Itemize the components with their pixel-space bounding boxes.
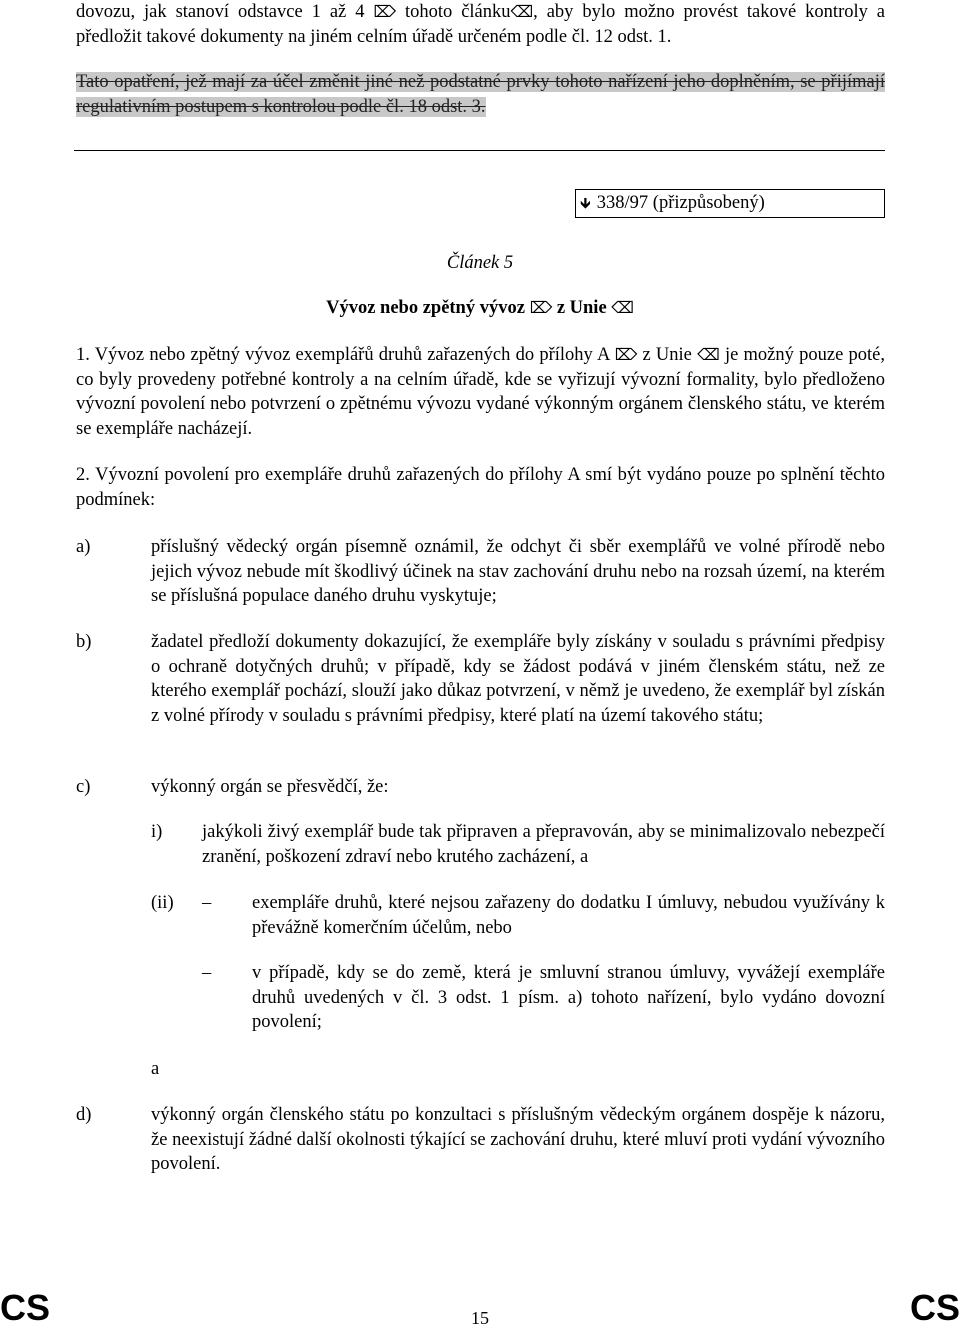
footer-language-left: CS (0, 1287, 51, 1328)
dash-marker: – (202, 963, 212, 983)
insert-end-marker-icon: ⌫ (510, 2, 534, 21)
footer-language-right: CS (909, 1287, 960, 1328)
item-c-i-label: i) (151, 822, 163, 842)
paragraph-1-text-2: z Unie (642, 345, 692, 365)
deleted-paragraph-text: Tato opatření, jež mají za účel změnit jiné než podstatné prvky tohoto nařízení jeho doplněním, se přijímají regulativním postupem s kontrolou podle čl. 18 odst. 3. (76, 72, 885, 117)
item-c-ii-label: (ii) (151, 893, 174, 913)
item-d-label: d) (76, 1105, 92, 1125)
paragraph-1-text-3: je možný pouze poté, co byly provedeny potřebné kontroly a na celním úřadě, kde se vyřizují vývozní formality, bylo předloženo vývozní povolení nebo potvrzení o zpětnému vývozu vydané výkonným orgánem členského státu, ve kterém se exempláře nacházejí. (76, 345, 885, 439)
item-b-label: b) (76, 632, 92, 652)
paragraph-1-text-1: 1. Vývoz nebo zpětný vývoz exemplářů druhů zařazených do přílohy A (76, 345, 610, 365)
article-title-text-2: z Unie (556, 298, 607, 318)
item-c-i-text: jakýkoli živý exemplář bude tak připraven a přepravován, aby se minimalizovalo nebezpečí zranění, poškození zdraví nebo krutého zacházení, a (202, 822, 885, 867)
top-paragraph-text-1: dovozu, jak stanoví odstavce 1 až 4 (76, 2, 365, 22)
insert-start-marker-icon: ⌦ (529, 298, 553, 317)
insert-end-marker-icon: ⌫ (611, 298, 634, 317)
conjunction-a: a (151, 1059, 160, 1079)
article-title-text-1: Vývoz nebo zpětný vývoz (326, 298, 525, 318)
page-number: 15 (471, 1308, 489, 1328)
paragraph-2: 2. Vývozní povolení pro exempláře druhů zařazených do přílohy A smí být vydáno pouze po splnění těchto podmínek: (76, 465, 885, 510)
top-paragraph-text-3: , aby bylo možno provést takové kontroly a předložit takové dokumenty na jiném celním úřadě určeném podle čl. 12 odst. 1. (76, 2, 886, 47)
item-c-label: c) (76, 777, 91, 797)
item-b-text: žadatel předloží dokumenty dokazující, že exempláře byly získány v souladu s právními předpisy o ochraně dotyčných druhů; v případě, kdy se žádost podává v jiném členském státu, než ze kterého exemplář pochází, slouží jako důkaz potvrzení, v němž je uvedeno, že exemplář byl získán z volné přírody v souladu s právními předpisy, které platí na území takového státu; (151, 632, 885, 726)
top-paragraph (76, 0, 885, 49)
top-paragraph-text-2: tohoto článku (404, 2, 511, 22)
insert-start-marker-icon: ⌦ (373, 2, 397, 21)
insert-end-marker-icon: ⌫ (697, 345, 720, 364)
item-d-text: výkonný orgán členského státu po konzultaci s příslušným vědeckým orgánem dospěje k názoru, že neexistují žádné další okolnosti týkající se zachování druhu, které mluví proti vydání vývozního povolení. (151, 1105, 885, 1175)
dash-marker: – (202, 893, 212, 913)
arrow-down-icon: 🡻 (580, 194, 591, 212)
item-a-label: a) (76, 537, 91, 557)
item-a-text: příslušný vědecký orgán písemně oznámil, že odchyt či sběr exemplářů ve volné přírodě nebo jejich vývoz nebude mít škodlivý účinek na stav zachování druhu nebo na rozsah území, na kterém se příslušná populace daného druhu vyskytuje; (151, 537, 885, 607)
article-title (0, 298, 960, 319)
article-number: Článek 5 (446, 253, 514, 273)
source-reference-text: 338/97 (přizpůsobený) (596, 193, 765, 213)
insert-start-marker-icon: ⌦ (614, 345, 638, 364)
deleted-paragraph (76, 70, 885, 119)
paragraph-1 (76, 343, 885, 441)
separator-line (74, 150, 885, 151)
item-c-ii-dash-2-text: v případě, kdy se do země, která je smluvní stranou úmluvy, vyvážejí exempláře druhů uvedených v čl. 3 odst. 1 písm. a) tohoto nařízení, bylo vydáno dovozní povolení; (252, 963, 885, 1033)
source-reference-box (575, 189, 885, 218)
item-c-text: výkonný orgán se přesvědčí, že: (151, 777, 389, 797)
item-c-ii-dash-1-text: exempláře druhů, které nejsou zařazeny do dodatku I úmluvy, nebudou využívány k převážně komerčním účelům, nebo (252, 893, 885, 938)
